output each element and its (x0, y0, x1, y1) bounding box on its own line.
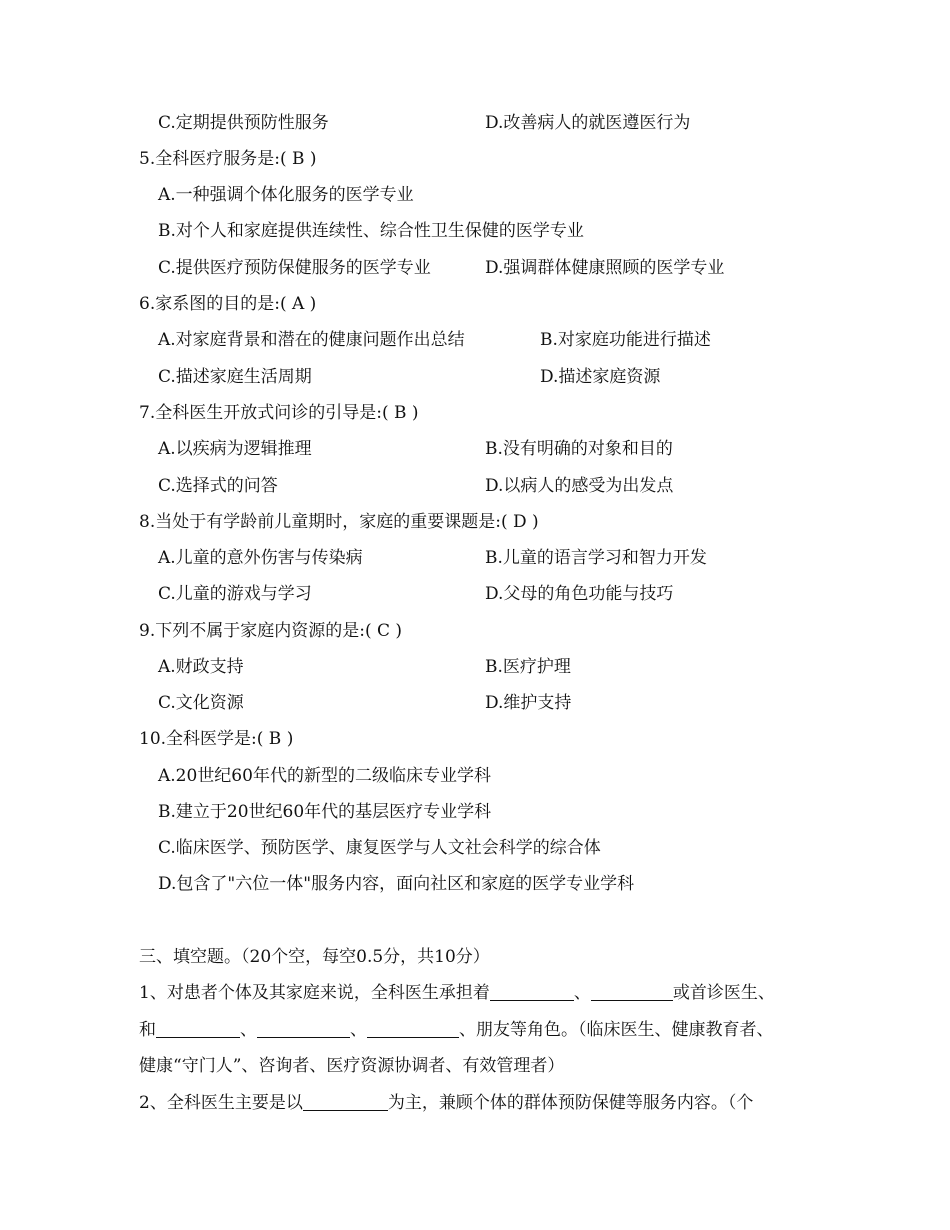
section-title: 三、填空题。（20个空，每空0.5分，共10分） (139, 947, 490, 967)
answer-blank[interactable] (156, 1021, 240, 1038)
text-segment: 、 (240, 1020, 257, 1040)
option-b: B.没有明确的对象和目的 (485, 439, 673, 459)
answer-blank[interactable] (591, 984, 673, 1001)
option-c: C.临床医学、预防医学、康复医学与人文社会科学的综合体 (158, 838, 601, 858)
option-a: A.财政支持 (158, 657, 244, 677)
option-d: D.以病人的感受为出发点 (485, 476, 674, 496)
fill-question-1-line-2 (139, 1019, 774, 1041)
question-stem: 5.全科医疗服务是:( B ) (139, 149, 317, 169)
question-stem: 10.全科医学是:( B ) (139, 729, 294, 749)
option-b: B.对家庭功能进行描述 (540, 330, 711, 350)
option-c: C.定期提供预防性服务 (158, 113, 329, 133)
option-c: C.儿童的游戏与学习 (158, 584, 312, 604)
text-segment: 和 (139, 1020, 156, 1040)
option-a: A.儿童的意外伤害与传染病 (158, 548, 363, 568)
option-b: B.儿童的语言学习和智力开发 (485, 548, 707, 568)
option-d: D.包含了"六位一体"服务内容，面向社区和家庭的医学专业学科 (158, 874, 635, 894)
fill-question-1-line-3: 健康“守门人”、咨询者、医疗资源协调者、有效管理者） (139, 1056, 565, 1076)
option-a: A.对家庭背景和潜在的健康问题作出总结 (158, 330, 465, 350)
option-d: D.改善病人的就医遵医行为 (485, 113, 691, 133)
text-segment: 1、对患者个体及其家庭来说，全科医生承担着 (139, 983, 490, 1003)
fill-question-1-line-1 (139, 982, 775, 1004)
option-c: C.选择式的问答 (158, 476, 278, 496)
text-segment: 或首诊医生、 (672, 983, 775, 1003)
answer-blank[interactable] (367, 1021, 459, 1038)
question-stem: 8.当处于有学龄前儿童期时，家庭的重要课题是:( D ) (139, 512, 539, 532)
fill-question-2-line-1 (139, 1092, 753, 1114)
text-segment: 、 (350, 1020, 367, 1040)
answer-blank[interactable] (257, 1021, 350, 1038)
question-stem: 9.下列不属于家庭内资源的是:( C ) (139, 621, 403, 641)
option-d: D.维护支持 (485, 693, 572, 713)
option-a: A.以疾病为逻辑推理 (158, 439, 312, 459)
option-d: D.强调群体健康照顾的医学专业 (485, 258, 725, 278)
option-d: D.父母的角色功能与技巧 (485, 584, 674, 604)
option-b: B.医疗护理 (485, 657, 571, 677)
option-a: A.20世纪60年代的新型的二级临床专业学科 (158, 766, 491, 786)
question-stem: 7.全科医生开放式问诊的引导是:( B ) (139, 403, 419, 423)
question-stem: 6.家系图的目的是:( A ) (139, 294, 317, 314)
option-c: C.提供医疗预防保健服务的医学专业 (158, 258, 431, 278)
option-c: C.描述家庭生活周期 (158, 367, 312, 387)
text-segment: 为主，兼顾个体的群体预防保健等服务内容。（个 (387, 1093, 754, 1113)
option-b: B.建立于20世纪60年代的基层医疗专业学科 (158, 802, 492, 822)
text-segment: 、朋友等角色。（临床医生、健康教育者、 (459, 1020, 774, 1040)
option-c: C.文化资源 (158, 693, 244, 713)
text-segment: 2、全科医生主要是以 (139, 1093, 303, 1113)
answer-blank[interactable] (303, 1094, 388, 1111)
option-b: B.对个人和家庭提供连续性、综合性卫生保健的医学专业 (158, 221, 584, 241)
option-a: A.一种强调个体化服务的医学专业 (158, 185, 414, 205)
answer-blank[interactable] (490, 984, 574, 1001)
option-d: D.描述家庭资源 (540, 367, 661, 387)
text-segment: 、 (573, 983, 591, 1003)
